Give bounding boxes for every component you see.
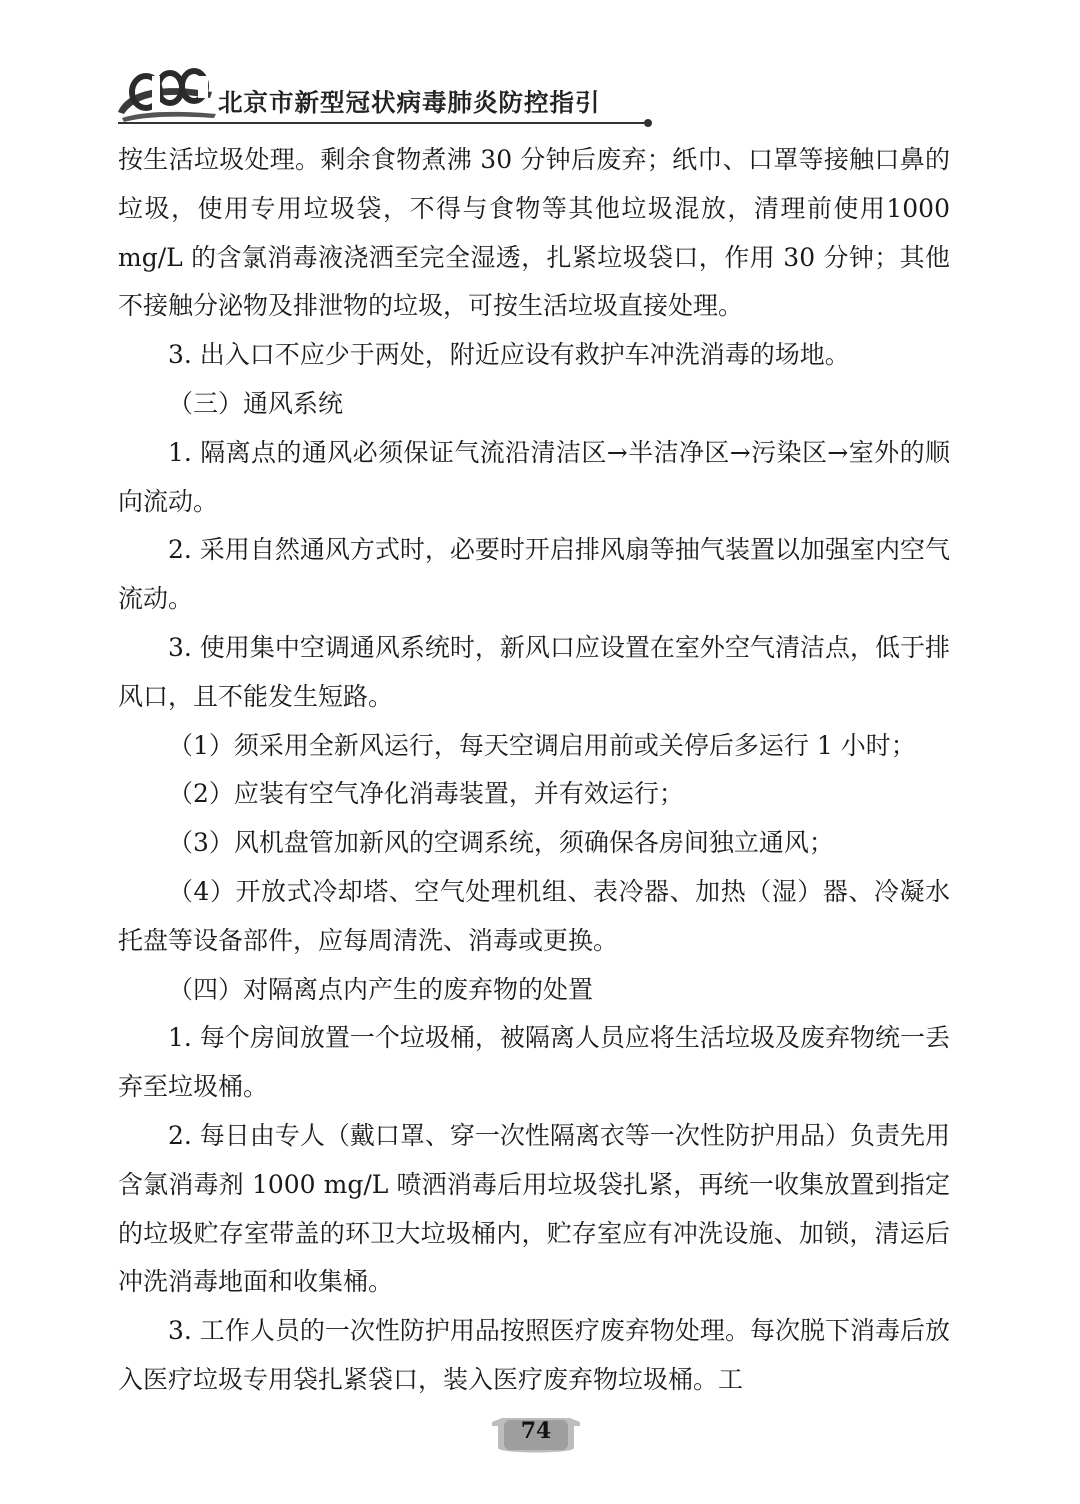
paragraph: （2）应装有空气净化消毒装置，并有效运行； (168, 779, 684, 809)
paragraph: 3. 工作人员的一次性防护用品按照医疗废弃物处理。每次脱下消毒后放入医疗垃圾专用袋扎紧袋口，装入医疗废弃物垃圾桶。工 (118, 1316, 950, 1394)
header-title: 北京市新型冠状病毒肺炎防控指引 (218, 88, 601, 117)
section-heading: （三）通风系统 (168, 388, 344, 418)
page-number: 74 (520, 1418, 552, 1444)
header-rule (118, 117, 654, 129)
paragraph: 2. 采用自然通风方式时，必要时开启排风扇等抽气装置以加强室内空气流动。 (118, 535, 950, 614)
paragraph: （3）风机盘管加新风的空调系统，须确保各房间独立通风； (168, 828, 834, 858)
paragraph: 按生活垃圾处理。剩余食物煮沸 30 分钟后废弃；纸巾、口罩等接触口鼻的垃圾，使用专用垃圾袋，不得与食物等其他垃圾混放，清理前使用1000 mg/L 的含氯消毒液浇洒至完全湿透，扎紧垃圾袋口，作用 30 分钟；其他不接触分泌物及排泄物的垃圾，可按生活垃圾直接处理。 (118, 145, 950, 321)
paragraph: 3. 使用集中空调通风系统时，新风口应设置在室外空气清洁点，低于排风口，且不能发生短路。 (118, 632, 950, 711)
page-header (112, 62, 657, 128)
paragraph: 1. 每个房间放置一个垃圾桶，被隔离人员应将生活垃圾及废弃物统一丢弃至垃圾桶。 (118, 1023, 950, 1102)
paragraph: （1）须采用全新风运行，每天空调启用前或关停后多运行 1 小时； (168, 730, 916, 760)
paragraph: 3. 出入口不应少于两处，附近应设有救护车冲洗消毒的场地。 (168, 340, 850, 370)
body-text (118, 136, 950, 1405)
paragraph: （4）开放式冷却塔、空气处理机组、表冷器、加热（湿）器、冷凝水托盘等设备部件，应每周清洗、消毒或更换。 (118, 876, 950, 955)
section-heading: （四）对隔离点内产生的废弃物的处置 (168, 974, 594, 1004)
paragraph: 1. 隔离点的通风必须保证气流沿清洁区→半洁净区→污染区→室外的顺向流动。 (118, 437, 950, 516)
paragraph: 2. 每日由专人（戴口罩、穿一次性隔离衣等一次性防护用品）负责先用含氯消毒剂 1000 mg/L 喷洒消毒后用垃圾袋扎紧，再统一收集放置到指定的垃圾贮存室带盖的环卫大垃圾桶内，贮存室应有冲洗设施、加锁，清运后冲洗消毒地面和收集桶。 (118, 1120, 950, 1297)
page-number-badge (488, 1408, 584, 1460)
